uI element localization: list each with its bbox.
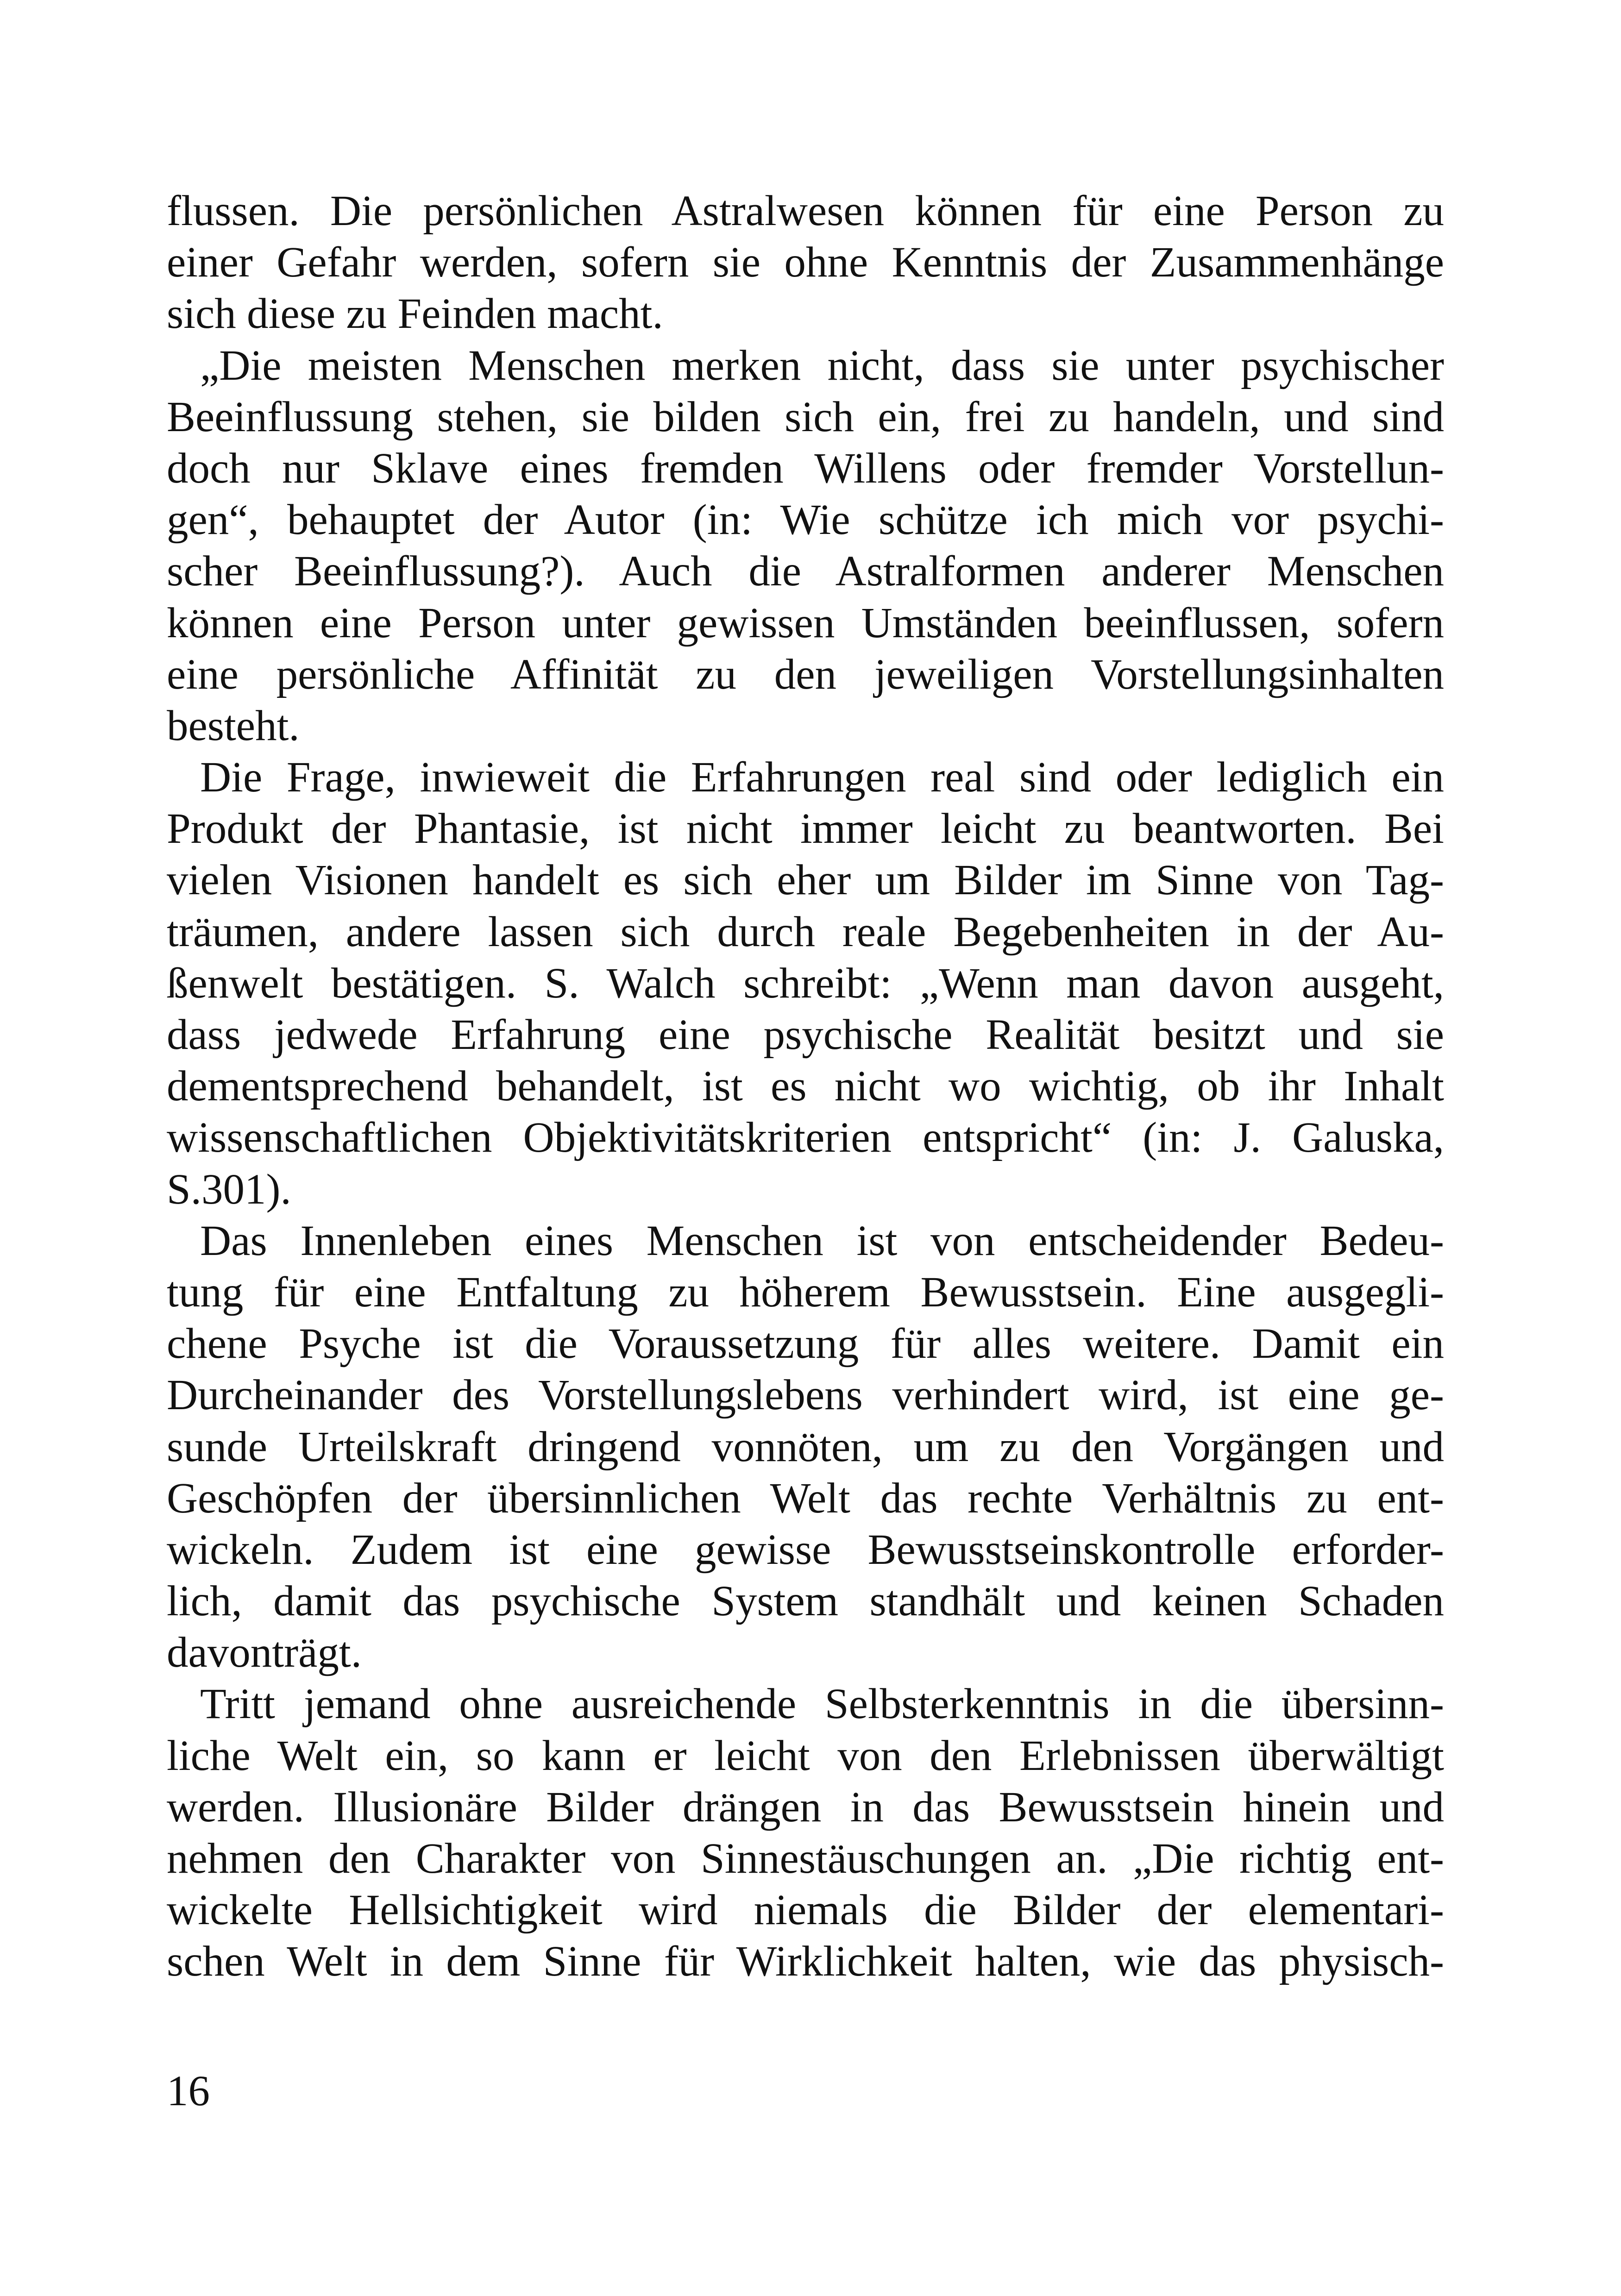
text-line: Produkt der Phantasie, ist nicht immer leicht zu beantworten. Bei xyxy=(167,805,1444,853)
text-line: dass jedwede Erfahrung eine psychische Realität besitzt und sie xyxy=(167,1011,1444,1059)
text-line: wissenschaftlichen Objektivitätskriterien entspricht“ (in: J. Galuska, xyxy=(167,1114,1444,1162)
text-line: scher Beeinflussung?). Auch die Astralformen anderer Menschen xyxy=(167,547,1444,596)
text-line: flussen. Die persönlichen Astralwesen können für eine Person zu xyxy=(167,187,1444,235)
text-line: Die Frage, inwieweit die Erfahrungen real sind oder lediglich ein xyxy=(200,753,1444,802)
text-line: davonträgt. xyxy=(167,1629,362,1677)
text-line: träumen, andere lassen sich durch reale Begebenheiten in der Au- xyxy=(167,908,1444,956)
text-line: besteht. xyxy=(167,702,300,750)
text-line: einer Gefahr werden, sofern sie ohne Kenntnis der Zusammenhänge xyxy=(167,238,1444,287)
text-line: sich diese zu Feinden macht. xyxy=(167,290,663,338)
text-line: ßenwelt bestätigen. S. Walch schreibt: „Wenn man davon ausgeht, xyxy=(167,959,1444,1007)
text-line: eine persönliche Affinität zu den jeweiligen Vorstellungsinhalten xyxy=(167,650,1444,698)
text-line: Beeinflussung stehen, sie bilden sich ein, frei zu handeln, und sind xyxy=(167,393,1444,441)
text-line: chene Psyche ist die Voraussetzung für alles weitere. Damit ein xyxy=(167,1320,1444,1368)
text-line: dementsprechend behandelt, ist es nicht wo wichtig, ob ihr Inhalt xyxy=(167,1062,1444,1110)
page-number: 16 xyxy=(167,2067,210,2115)
text-line: werden. Illusionäre Bilder drängen in das Bewusstsein hinein und xyxy=(167,1783,1444,1831)
text-line: wickeln. Zudem ist eine gewisse Bewusstseinskontrolle erforder- xyxy=(167,1525,1444,1574)
text-line: lich, damit das psychische System standhält und keinen Schaden xyxy=(167,1577,1444,1625)
text-line: gen“, behauptet der Autor (in: Wie schütze ich mich vor psychi- xyxy=(167,496,1444,544)
text-line: Durcheinander des Vorstellungslebens verhindert wird, ist eine ge- xyxy=(167,1371,1444,1419)
text-line: schen Welt in dem Sinne für Wirklichkeit halten, wie das physisch- xyxy=(167,1938,1444,1986)
text-line: Tritt jemand ohne ausreichende Selbsterkenntnis in die übersinn- xyxy=(200,1680,1444,1728)
text-line: sunde Urteilskraft dringend vonnöten, um zu den Vorgängen und xyxy=(167,1423,1444,1471)
text-line: „Die meisten Menschen merken nicht, dass sie unter psychischer xyxy=(200,341,1444,389)
body-text xyxy=(167,185,1444,1988)
text-line: Geschöpfen der übersinnlichen Welt das rechte Verhältnis zu ent- xyxy=(167,1474,1444,1522)
text-line: können eine Person unter gewissen Umständen beeinflussen, sofern xyxy=(167,599,1444,647)
text-line: liche Welt ein, so kann er leicht von den Erlebnissen überwältigt xyxy=(167,1731,1444,1780)
text-line: nehmen den Charakter von Sinnestäuschungen an. „Die richtig ent- xyxy=(167,1835,1444,1882)
text-line: Das Innenleben eines Menschen ist von entscheidender Bedeu- xyxy=(200,1217,1444,1265)
text-line: wickelte Hellsichtigkeit wird niemals die Bilder der elementari- xyxy=(167,1886,1444,1934)
text-line: S.301). xyxy=(167,1165,291,1213)
text-line: vielen Visionen handelt es sich eher um Bilder im Sinne von Tag- xyxy=(167,856,1444,904)
text-line: doch nur Sklave eines fremden Willens oder fremder Vorstellun- xyxy=(167,444,1444,492)
text-line: tung für eine Entfaltung zu höherem Bewusstsein. Eine ausgegli- xyxy=(167,1268,1444,1316)
